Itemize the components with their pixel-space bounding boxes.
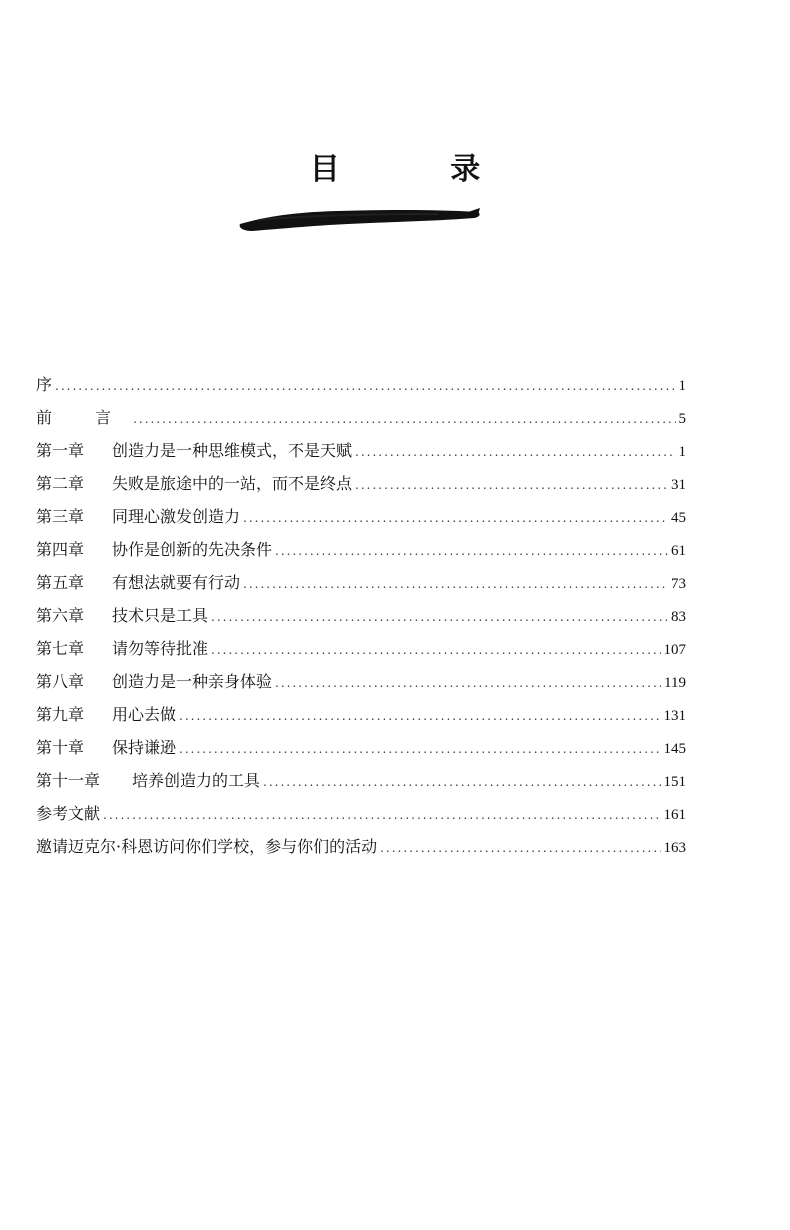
brush-stroke-divider	[238, 200, 482, 234]
dot-leader	[355, 445, 675, 459]
chapter-title: 技术只是工具	[112, 606, 209, 625]
chapter-title: 协作是创新的先决条件	[112, 540, 273, 559]
entry-label: 前 言	[36, 408, 131, 427]
toc-entry-preface[interactable]	[36, 372, 686, 405]
chapter-title: 失败是旅途中的一站，而不是终点	[112, 474, 353, 493]
dot-leader	[179, 742, 660, 756]
page-number: 83	[671, 609, 686, 625]
page-number: 73	[671, 576, 686, 592]
entry-label: 参考文献	[36, 804, 101, 823]
chapter-number: 第十章	[36, 738, 85, 757]
dot-leader	[243, 511, 668, 525]
chapter-title: 培养创造力的工具	[132, 771, 261, 790]
entry-label-wrap	[36, 471, 352, 494]
dot-leader	[275, 676, 661, 690]
chapter-number: 第二章	[36, 474, 85, 493]
chapter-title: 保持谦逊	[112, 738, 177, 757]
toc-entry-chapter-5[interactable]	[36, 570, 686, 603]
entry-label-wrap	[36, 768, 260, 791]
toc-entry-chapter-9[interactable]	[36, 702, 686, 735]
dot-leader	[275, 544, 668, 558]
page-number: 163	[663, 840, 686, 856]
dot-leader	[211, 643, 660, 657]
toc-entry-chapter-1[interactable]	[36, 438, 686, 471]
page-title: 目 录	[309, 152, 531, 187]
toc-entry-chapter-11[interactable]	[36, 768, 686, 801]
entry-label-wrap	[36, 669, 272, 692]
entry-label-wrap	[36, 570, 240, 593]
toc-entry-chapter-3[interactable]	[36, 504, 686, 537]
page-number: 31	[671, 477, 686, 493]
dot-leader	[179, 709, 660, 723]
page-number: 1	[678, 378, 686, 394]
toc-entry-chapter-10[interactable]	[36, 735, 686, 768]
entry-label: 邀请迈克尔·科恩访问你们学校，参与你们的活动	[36, 837, 378, 856]
chapter-title: 用心去做	[112, 705, 177, 724]
page-number: 119	[664, 675, 686, 691]
toc-entry-foreword[interactable]	[36, 405, 686, 438]
toc-entry-chapter-8[interactable]	[36, 669, 686, 702]
chapter-number: 第七章	[36, 639, 85, 658]
toc-entry-chapter-4[interactable]	[36, 537, 686, 570]
page-number: 5	[678, 411, 686, 427]
chapter-title: 有想法就要有行动	[112, 573, 241, 592]
entry-label-wrap	[36, 603, 208, 626]
entry-label-wrap	[36, 438, 352, 461]
entry-label: 序	[36, 375, 53, 394]
entry-label-wrap	[36, 636, 208, 659]
chapter-title: 请勿等待批准	[112, 639, 209, 658]
page-number: 145	[663, 741, 686, 757]
toc-entry-chapter-6[interactable]	[36, 603, 686, 636]
chapter-number: 第四章	[36, 540, 85, 559]
page-number: 161	[663, 807, 686, 823]
chapter-number: 第五章	[36, 573, 85, 592]
dot-leader	[355, 478, 668, 492]
page-number: 131	[663, 708, 686, 724]
toc-entry-chapter-7[interactable]	[36, 636, 686, 669]
dot-leader	[380, 841, 660, 855]
entry-label-wrap	[36, 504, 240, 527]
chapter-title: 创造力是一种思维模式，不是天赋	[112, 441, 353, 460]
chapter-number: 第一章	[36, 441, 85, 460]
chapter-number: 第九章	[36, 705, 85, 724]
dot-leader	[211, 610, 668, 624]
page-number: 107	[663, 642, 686, 658]
dot-leader	[243, 577, 668, 591]
entry-label-wrap	[36, 735, 176, 758]
toc-entry-references[interactable]	[36, 801, 686, 834]
dot-leader	[263, 775, 660, 789]
dot-leader	[103, 808, 660, 822]
entry-label-wrap	[36, 537, 272, 560]
chapter-number: 第三章	[36, 507, 85, 526]
page-number: 1	[678, 444, 686, 460]
page-number: 61	[671, 543, 686, 559]
chapter-number: 第十一章	[36, 771, 101, 790]
chapter-title: 同理心激发创造力	[112, 507, 241, 526]
chapter-number: 第八章	[36, 672, 85, 691]
table-of-contents	[36, 372, 686, 867]
page-number: 45	[671, 510, 686, 526]
chapter-title: 创造力是一种亲身体验	[112, 672, 273, 691]
page-number: 151	[663, 774, 686, 790]
entry-label-wrap	[36, 702, 176, 725]
toc-entry-chapter-2[interactable]	[36, 471, 686, 504]
dot-leader	[55, 379, 675, 393]
dot-leader	[133, 412, 675, 426]
chapter-number: 第六章	[36, 606, 85, 625]
toc-entry-invitation[interactable]	[36, 834, 686, 867]
